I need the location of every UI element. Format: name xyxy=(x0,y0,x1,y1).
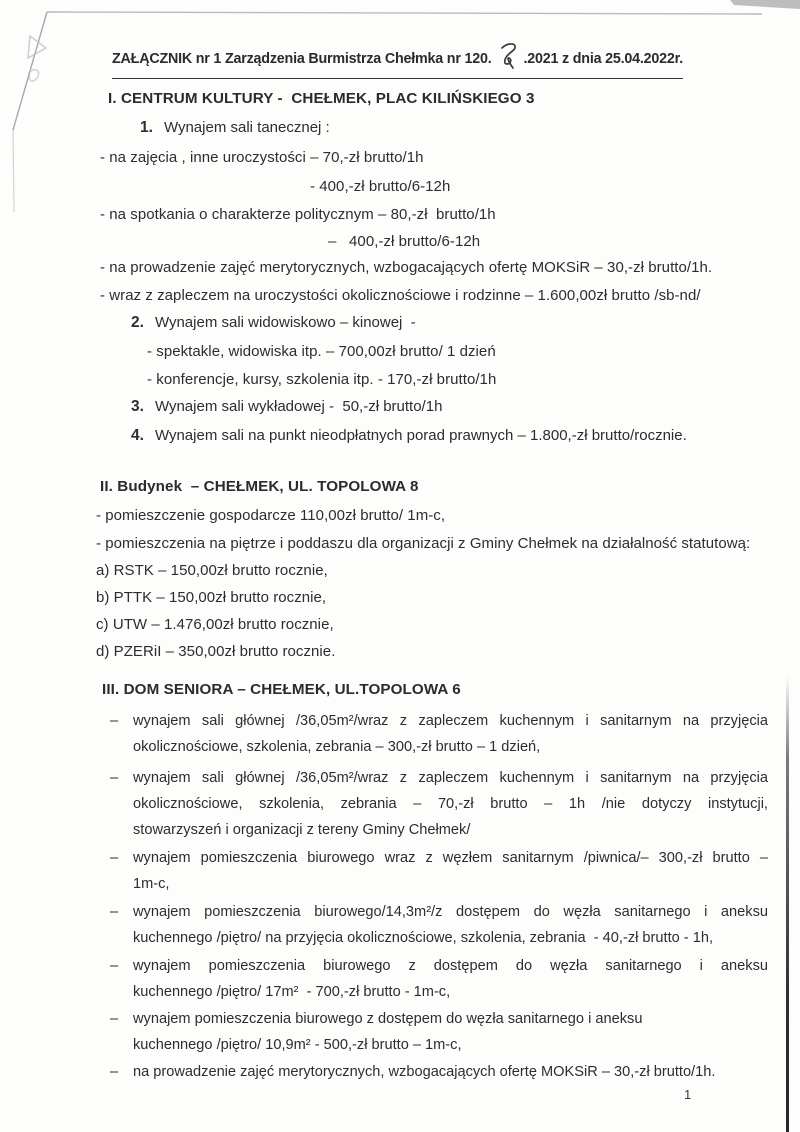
section-1-heading: I. CENTRUM KULTURY - CHEŁMEK, PLAC KILIŃSKIEGO 3 xyxy=(108,90,535,107)
section-3-heading: III. DOM SENIORA – CHEŁMEK, UL.TOPOLOWA 6 xyxy=(102,681,461,698)
price-line: b) PTTK – 150,00zł brutto rocznie, xyxy=(96,589,327,606)
item-text: Wynajem sali na punkt nieodpłatnych porad prawnych – 1.800,-zł brutto/rocznie. xyxy=(154,427,687,444)
item-line: wynajem pomieszczenia biurowego z dostępem do węzła sanitarnego i aneksu xyxy=(133,1011,643,1027)
numbered-item-2 xyxy=(131,314,416,332)
price-line: - pomieszczenie gospodarcze 110,00zł brutto/ 1m-c, xyxy=(96,507,446,524)
price-line: – 400,-zł brutto/6-12h xyxy=(328,233,481,250)
section-2-heading: II. Budynek – CHEŁMEK, UL. TOPOLOWA 8 xyxy=(100,478,419,495)
dash-bullet: – xyxy=(110,904,119,920)
item-line: kuchennego /piętro/ 17m² - 700,-zł brutto - 1m-c, xyxy=(133,984,451,1000)
price-line: d) PZERiI – 350,00zł brutto rocznie. xyxy=(96,643,336,660)
numbered-item-4 xyxy=(131,427,687,445)
dash-bullet: – xyxy=(110,958,119,974)
bullet-item xyxy=(110,708,768,760)
page-number: 1 xyxy=(684,1087,692,1102)
price-line: - wraz z zapleczem na uroczystości okolicznościowe i rodzinne – 1.600,00zł brutto /sb-nd/ xyxy=(100,287,701,304)
document-title xyxy=(112,42,683,79)
item-line: na prowadzenie zajęć merytorycznych, wzbogacających ofertę MOKSiR – 30,-zł brutto/1h. xyxy=(133,1064,716,1080)
dash-bullet: – xyxy=(110,713,119,729)
item-line: okolicznościowe, szkolenia, zebrania – 300,-zł brutto – 1 dzień, xyxy=(133,739,541,755)
item-line: okolicznościowe, szkolenia, zebrania – 70,-zł brutto – 1h /nie dotyczy instytucji, xyxy=(133,796,768,812)
numbered-item-1 xyxy=(140,119,330,137)
item-line: wynajem pomieszczenia biurowego z dostępem do węzła sanitarnego i aneksu xyxy=(133,958,768,974)
item-line: wynajem sali głównej /36,05m²/wraz z zapleczem kuchennym i sanitarnym na przyjęcia xyxy=(133,770,768,786)
bullet-item xyxy=(110,899,768,951)
pencil-mark xyxy=(22,32,58,88)
price-line: c) UTW – 1.476,00zł brutto rocznie, xyxy=(96,616,334,633)
price-line: - 400,-zł brutto/6-12h xyxy=(310,178,451,195)
price-line: - na zajęcia , inne uroczystości – 70,-zł brutto/1h xyxy=(100,149,424,166)
item-line: 1m-c, xyxy=(133,876,170,892)
item-number: 2. xyxy=(131,314,144,331)
scan-edge-right xyxy=(786,676,789,1132)
item-text: Wynajem sali wykładowej - 50,-zł brutto/1h xyxy=(154,398,443,415)
scan-edge-topleft xyxy=(0,0,780,230)
item-line: wynajem pomieszczenia biurowego/14,3m²/z dostępem do węzła sanitarnego i aneksu xyxy=(133,904,768,920)
title-prefix: ZAŁĄCZNIK nr 1 Zarządzenia Burmistrza Chełmka nr 120. xyxy=(112,51,492,67)
bullet-item xyxy=(110,845,768,897)
dash-bullet: – xyxy=(110,850,119,866)
item-number: 1. xyxy=(140,119,153,136)
item-number: 4. xyxy=(131,427,144,444)
item-text: Wynajem sali tanecznej : xyxy=(163,119,330,136)
item-line: wynajem pomieszczenia biurowego wraz z węzłem sanitarnym /piwnica/– 300,-zł brutto – xyxy=(133,850,768,866)
bullet-item xyxy=(110,1059,768,1085)
dash-bullet: – xyxy=(110,770,119,786)
item-text: Wynajem sali widowiskowo – kinowej - xyxy=(154,314,416,331)
price-line: - konferencje, kursy, szkolenia itp. - 170,-zł brutto/1h xyxy=(147,371,497,388)
item-line: kuchennego /piętro/ na przyjęcia okolicznościowe, szkolenia, zebrania - 40,-zł brutto - 1h, xyxy=(133,930,714,946)
price-line: - na prowadzenie zajęć merytorycznych, wzbogacających ofertę MOKSiR – 30,-zł brutto/1h. xyxy=(100,259,713,276)
price-line: - pomieszczenia na piętrze i poddaszu dla organizacji z Gminy Chełmek na działalność statutową: xyxy=(96,535,751,552)
title-suffix: .2021 z dnia 25.04.2022r. xyxy=(523,51,684,67)
bullet-item xyxy=(110,765,768,843)
item-number: 3. xyxy=(131,398,144,415)
price-line: - na spotkania o charakterze politycznym – 80,-zł brutto/1h xyxy=(100,206,496,223)
item-line: stowarzyszeń i organizacji z tereny Gminy Chełmek/ xyxy=(133,822,471,838)
price-line: - spektakle, widowiska itp. – 700,00zł brutto/ 1 dzień xyxy=(147,343,496,360)
dash-bullet: – xyxy=(110,1011,119,1027)
bullet-item xyxy=(110,953,768,1005)
scan-smudge-topright xyxy=(700,0,800,14)
handwritten-number-icon xyxy=(499,42,519,74)
dash-bullet: – xyxy=(110,1064,119,1080)
bullet-item xyxy=(110,1006,768,1058)
price-line: a) RSTK – 150,00zł brutto rocznie, xyxy=(96,562,328,579)
numbered-item-3 xyxy=(131,398,442,416)
item-line: kuchennego /piętro/ 10,9m² - 500,-zł brutto – 1m-c, xyxy=(133,1037,462,1053)
item-line: wynajem sali głównej /36,05m²/wraz z zapleczem kuchennym i sanitarnym na przyjęcia xyxy=(133,713,768,729)
